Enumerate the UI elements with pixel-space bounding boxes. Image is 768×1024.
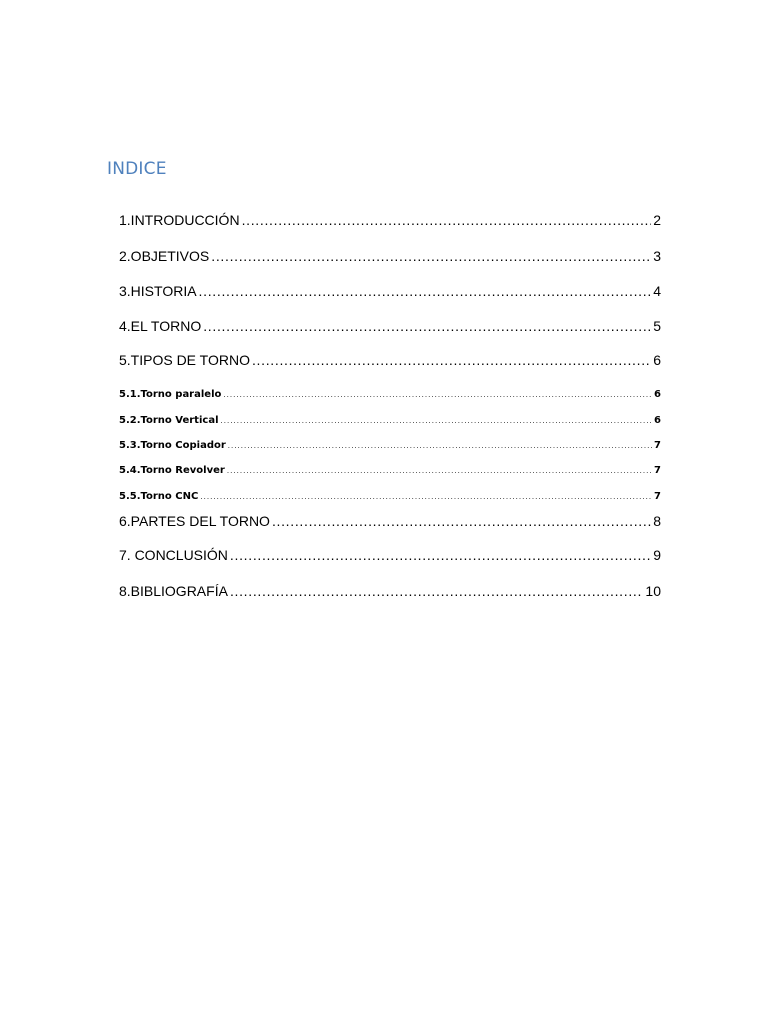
toc-entry-page: 7 [654, 440, 661, 451]
toc-entry-page: 9 [653, 547, 661, 563]
toc-entry-page: 3 [653, 248, 661, 264]
toc-leader-dots [223, 389, 652, 400]
toc-leader-dots [199, 283, 652, 299]
toc-entry-page: 4 [653, 283, 661, 299]
toc-leader-dots [221, 415, 653, 426]
toc-entry-label: 6.PARTES DEL TORNO [119, 513, 270, 529]
toc-entry-label: 5.4.Torno Revolver [119, 465, 225, 476]
toc-entry-page: 5 [653, 318, 661, 334]
toc-entry-el-torno[interactable] [119, 318, 661, 338]
toc-entry-label: 2.OBJETIVOS [119, 248, 210, 264]
toc-entry-bibliografia[interactable] [119, 583, 661, 603]
toc-leader-dots [227, 465, 652, 476]
toc-leader-dots [230, 583, 643, 599]
toc-entry-label: 5.TIPOS DE TORNO [119, 352, 250, 368]
toc-entry-label: 5.3.Torno Copiador [119, 440, 226, 451]
toc-entry-label: 5.5.Torno CNC [119, 491, 199, 502]
toc-entry-page: 8 [653, 513, 661, 529]
toc-leader-dots [203, 318, 651, 334]
toc-entry-historia[interactable] [119, 283, 661, 303]
toc-entry-torno-paralelo[interactable] [119, 389, 661, 403]
toc-entry-introduccion[interactable] [119, 212, 661, 232]
toc-leader-dots [228, 440, 652, 451]
toc-entry-page: 6 [654, 415, 661, 426]
toc-entry-label: 5.2.Torno Vertical [119, 415, 219, 426]
toc-entry-page: 10 [645, 583, 661, 599]
toc-entry-torno-cnc[interactable] [119, 491, 661, 505]
toc-heading: INDICE [107, 159, 167, 179]
toc-entry-partes-del-torno[interactable] [119, 513, 661, 533]
toc-entry-torno-revolver[interactable] [119, 465, 661, 479]
toc-entry-page: 6 [653, 352, 661, 368]
toc-entry-page: 2 [653, 212, 661, 228]
toc-entry-page: 7 [654, 491, 661, 502]
toc-entry-page: 6 [654, 389, 661, 400]
toc-leader-dots [200, 491, 652, 502]
toc-entry-label: 5.1.Torno paralelo [119, 389, 222, 400]
toc-leader-dots [211, 248, 651, 264]
toc-leader-dots [242, 212, 652, 228]
toc-leader-dots [252, 352, 651, 368]
toc-entry-torno-copiador[interactable] [119, 440, 661, 454]
toc-entry-torno-vertical[interactable] [119, 415, 661, 429]
toc-entry-objetivos[interactable] [119, 248, 661, 268]
toc-entry-label: 3.HISTORIA [119, 283, 197, 299]
toc-leader-dots [272, 513, 651, 529]
toc-entry-label: 1.INTRODUCCIÓN [119, 212, 240, 228]
toc-leader-dots [230, 547, 651, 563]
toc-entry-tipos-de-torno[interactable] [119, 352, 661, 372]
toc-entry-page: 7 [654, 465, 661, 476]
toc-entry-conclusion[interactable] [119, 547, 661, 567]
toc-entry-label: 8.BIBLIOGRAFÍA [119, 583, 228, 599]
toc-entry-label: 4.EL TORNO [119, 318, 202, 334]
toc-entry-label: 7. CONCLUSIÓN [119, 547, 228, 563]
